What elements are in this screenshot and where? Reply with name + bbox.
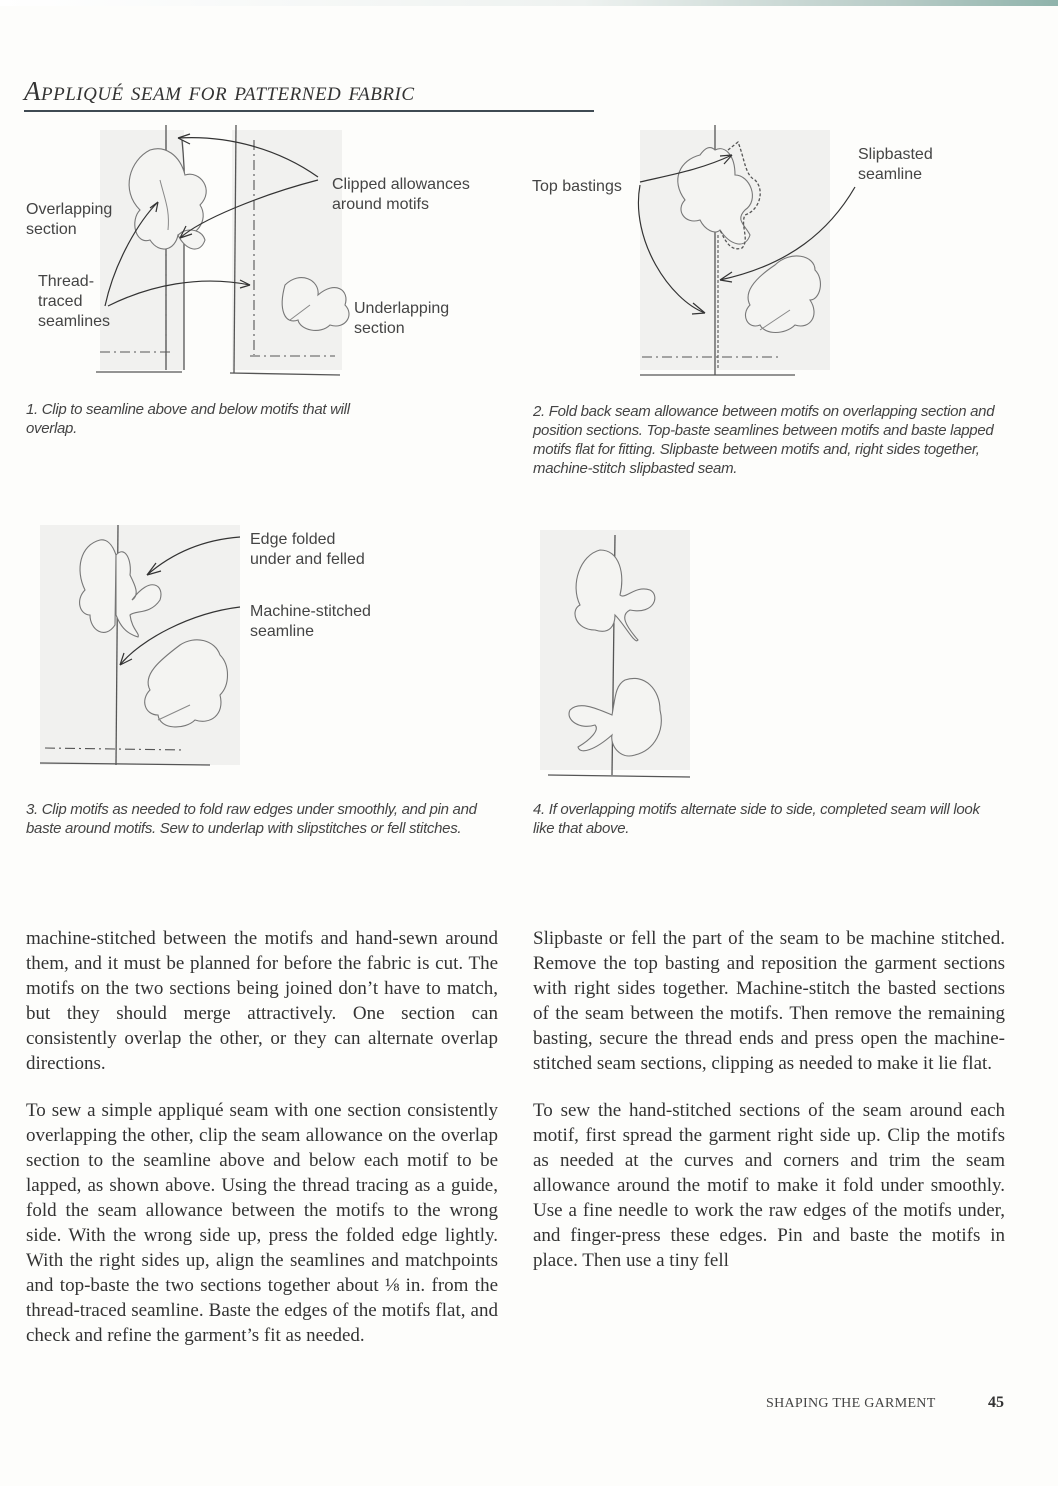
title-underline (24, 110, 594, 112)
figure-3 (20, 515, 540, 785)
body-column-right (533, 926, 1005, 1295)
flower-motif-overlap (129, 149, 206, 249)
figure-4 (520, 515, 720, 785)
body-paragraph: machine-stitched between the motifs and hand-sewn around them, and it must be planned for before the fabric is cut. The motifs on the two sections being joined don’t have to match, but they should merge attractively. One section can consistently overlap the other, or they can alternate overlap directions. (26, 928, 498, 1074)
page-number: 45 (988, 1394, 1004, 1411)
label-machine-stitched: Machine-stitched seamline (250, 603, 371, 640)
page-title: Appliqué seam for patterned fabric (24, 76, 415, 106)
label-edge-folded: Edge folded under and felled (250, 531, 365, 568)
label-slipbasted-seamline: Slipbasted seamline (858, 146, 933, 183)
figure-1 (0, 120, 520, 390)
label-thread-traced-seamlines: Thread- traced seamlines (38, 273, 111, 330)
label-overlapping-section: Overlapping section (26, 201, 113, 238)
running-footer-section: SHAPING THE GARMENT (766, 1396, 936, 1411)
caption-figure-4: 4. If overlapping motifs alternate side to side, completed seam will look like that above. (533, 801, 980, 837)
caption-figure-2: 2. Fold back seam allowance between motifs on overlapping section and position sections. Top-baste seamlines between motifs and baste lapped motifs flat for fitting. Slipbaste between motifs and, right sides together, machine-stitch slipbasted seam. (533, 403, 995, 477)
label-top-bastings: Top bastings (532, 178, 622, 195)
body-paragraph: Slipbaste or fell the part of the seam to be machine stitched. Remove the top basting and reposition the garment sections with right sides together. Machine-stitch the basted sections of the seam between the motifs. Then remove the remaining basting, secure the thread ends and press open the machine-stitched seam sections, clipping as needed to make it lie flat. (533, 928, 1005, 1074)
body-paragraph: To sew the hand-stitched sections of the seam around each motif, first spread the garment right side up. Clip the motifs as needed at the curves and corners and trim the seam allowance around the motif to make it fold under smoothly. Use a fine needle to work the raw edges of the motifs under, and finger-press these edges. Pin and baste the motifs in place. Then use a tiny fell (533, 1100, 1005, 1271)
body-paragraph: To sew a simple appliqué seam with one section consistently overlapping the other, clip the seam allowance on the overlap section to the seamline above and below each motif to be lapped, as shown above. Using the thread tracing as a guide, fold the seam allowance between the motifs to the wrong side. With the wrong side up, press the folded edge lightly. With the right sides up, align the seamlines and matchpoints and top-baste the two sections together about ⅛ in. from the thread-traced seamline. Baste the edges of the motifs flat, and check and refine the garment’s fit as needed. (26, 1100, 498, 1346)
figure-1-illustration (0, 120, 520, 390)
label-clipped-allowances: Clipped allowances around motifs (332, 176, 470, 213)
page-edge-band (0, 0, 1058, 6)
body-column-left (26, 926, 498, 1370)
caption-figure-3: 3. Clip motifs as needed to fold raw edges under smoothly, and pin and baste around motifs. Sew to underlap with slipstitches or fell stitches. (26, 801, 477, 837)
caption-figure-1: 1. Clip to seamline above and below motifs that will overlap. (26, 401, 350, 437)
figure-4-illustration (520, 515, 720, 785)
figure-2-illustration (520, 120, 1058, 390)
label-underlapping-section: Underlapping section (354, 300, 450, 337)
figure-2 (520, 120, 1058, 390)
